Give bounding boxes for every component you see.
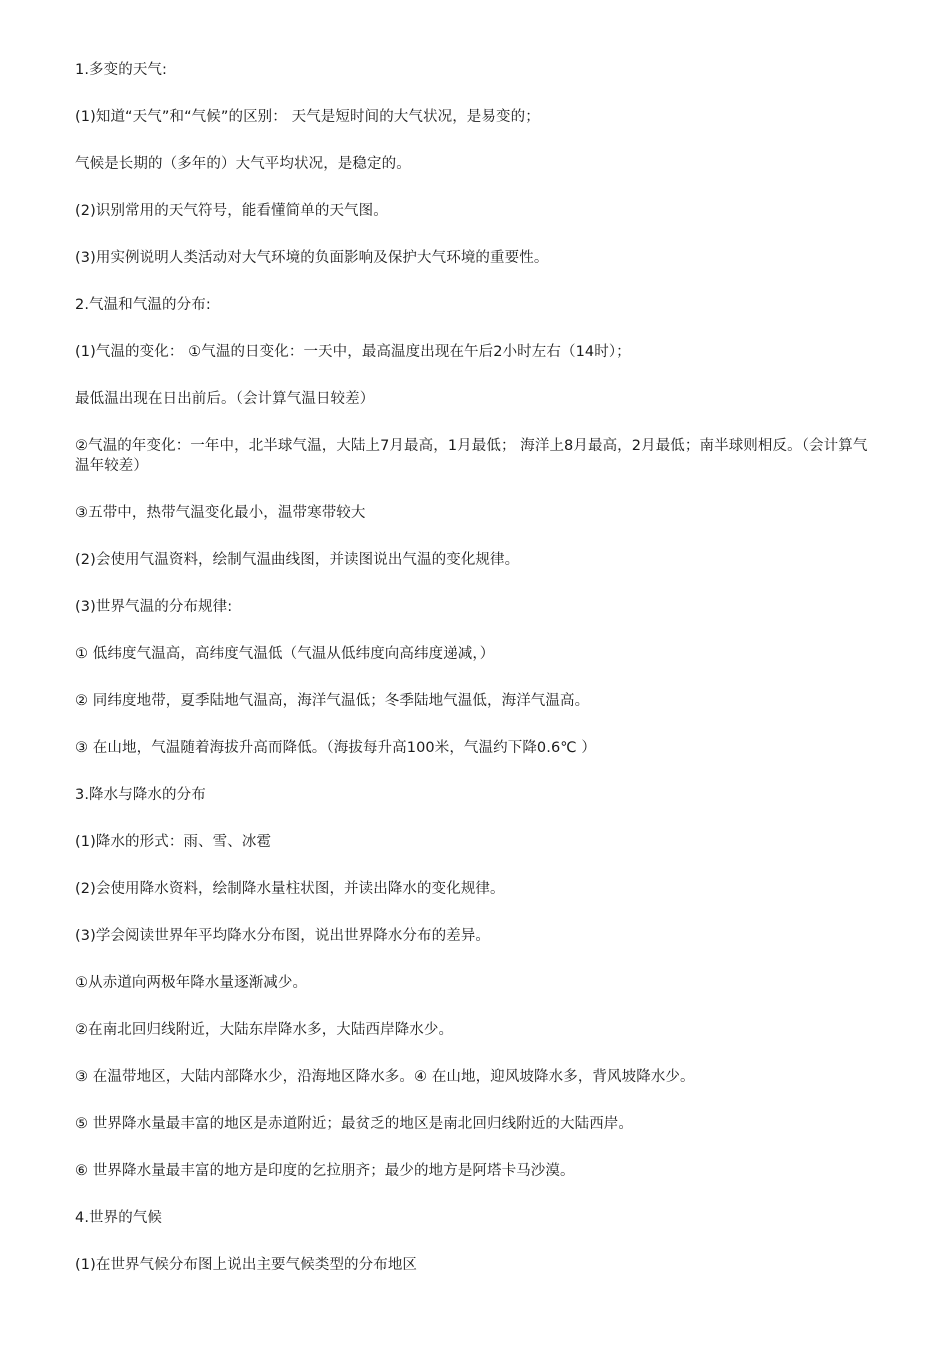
paragraph: (1)气温的变化： ①气温的日变化：一天中，最高温度出现在午后2小时左右（14时）；: [75, 344, 631, 360]
paragraph: ⑤ 世界降水量最丰富的地区是赤道附近；最贫乏的地区是南北回归线附近的大陆西岸。: [75, 1116, 634, 1132]
paragraph: (2)会使用降水资料，绘制降水量柱状图，并读出降水的变化规律。: [75, 881, 505, 897]
paragraph: ③ 在山地，气温随着海拔升高而降低。（海拔每升高100米，气温约下降0.6℃ ）: [75, 740, 596, 756]
paragraph: 气候是长期的（多年的）大气平均状况，是稳定的。: [75, 156, 411, 172]
heading-temperature: 2.气温和气温的分布:: [75, 297, 211, 313]
paragraph: ③五带中，热带气温变化最小，温带寒带较大: [75, 505, 366, 521]
heading-precipitation: 3.降水与降水的分布: [75, 787, 206, 803]
paragraph: 最低温出现在日出前后。（会计算气温日较差）: [75, 391, 375, 407]
paragraph: ① 低纬度气温高，高纬度气温低（气温从低纬度向高纬度递减，）: [75, 646, 495, 662]
heading-climate: 4.世界的气候: [75, 1210, 163, 1226]
paragraph: ②在南北回归线附近，大陆东岸降水多，大陆西岸降水少。: [75, 1022, 454, 1038]
paragraph: (2)会使用气温资料，绘制气温曲线图，并读图说出气温的变化规律。: [75, 552, 520, 568]
paragraph: (3)用实例说明人类活动对大气环境的负面影响及保护大气环境的重要性。: [75, 250, 549, 266]
paragraph: (3)学会阅读世界年平均降水分布图，说出世界降水分布的差异。: [75, 928, 491, 944]
paragraph: (3)世界气温的分布规律:: [75, 599, 233, 615]
paragraph: ②气温的年变化：一年中，北半球气温，大陆上7月最高，1月最低； 海洋上8月最高，2月最低；南半球则相反。（会计算气温年较差）: [75, 438, 868, 474]
paragraph: (1)知道“天气”和“气候”的区别： 天气是短时间的大气状况，是易变的；: [75, 109, 540, 125]
paragraph: (1)在世界气候分布图上说出主要气候类型的分布地区: [75, 1257, 418, 1273]
paragraph: (2)识别常用的天气符号，能看懂简单的天气图。: [75, 203, 388, 219]
paragraph: ③ 在温带地区，大陆内部降水少，沿海地区降水多。④ 在山地，迎风坡降水多，背风坡降水少。: [75, 1069, 695, 1085]
paragraph: ② 同纬度地带，夏季陆地气温高，海洋气温低；冬季陆地气温低，海洋气温高。: [75, 693, 590, 709]
paragraph: ①从赤道向两极年降水量逐渐减少。: [75, 975, 308, 991]
paragraph: ⑥ 世界降水量最丰富的地方是印度的乞拉朋齐；最少的地方是阿塔卡马沙漠。: [75, 1163, 575, 1179]
paragraph: (1)降水的形式：雨、雪、冰雹: [75, 834, 272, 850]
heading-weather: 1.多变的天气:: [75, 62, 168, 78]
